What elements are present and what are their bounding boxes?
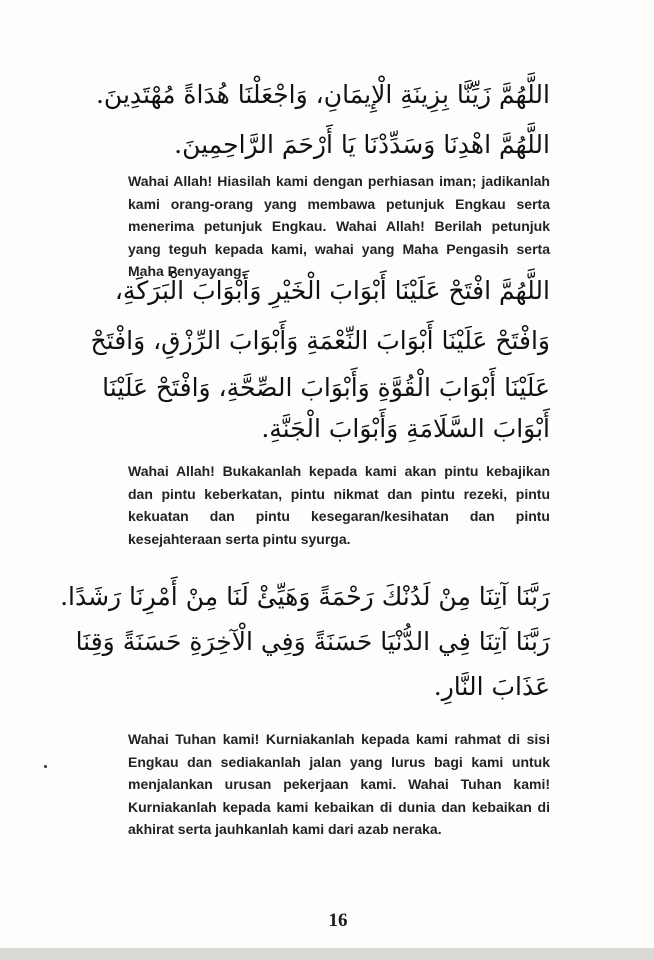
arabic-prayer-line: وَافْتَحْ عَلَيْنَا أَبْوَابَ النِّعْمَةِ وَأَبْوَابَ الرِّزْقِ، وَافْتَحْ bbox=[90, 326, 550, 355]
ink-speck bbox=[44, 765, 47, 768]
arabic-prayer-line: عَلَيْنَا أَبْوَابَ الْقُوَّةِ وَأَبْوَابَ الصِّحَّةِ، وَافْتَحْ عَلَيْنَا bbox=[102, 373, 550, 402]
page-number: 16 bbox=[328, 910, 348, 931]
translation-paragraph: Wahai Allah! Hiasilah kami dengan perhiasan iman; jadikanlah kami orang-orang yang membawa petunjuk Engkau serta menerima petunjuk Engkau. Wahai Allah! Berilah petunjuk yang teguh kepada kami, wahai yang Maha Pengasih serta Maha Penyayang. bbox=[128, 173, 550, 279]
arabic-prayer-line: رَبَّنَا آتِنَا فِي الدُّنْيَا حَسَنَةً وَفِي الْآخِرَةِ حَسَنَةً وَقِنَا bbox=[75, 627, 550, 656]
arabic-prayer-line: أَبْوَابَ السَّلَامَةِ وَأَبْوَابَ الْجَنَّةِ. bbox=[261, 414, 550, 443]
arabic-prayer-line: اللَّهُمَّ زَيِّنَّا بِزِينَةِ الْإِيمَانِ، وَاجْعَلْنَا هُدَاةً مُهْتَدِينَ. bbox=[95, 80, 550, 109]
arabic-prayer-line: اللَّهُمَّ افْتَحْ عَلَيْنَا أَبْوَابَ الْخَيْرِ وَأَبْوَابَ الْبَرَكَةِ، bbox=[114, 276, 550, 305]
translation-paragraph: Wahai Tuhan kami! Kurniakanlah kepada kami rahmat di sisi Engkau dan sediakanlah jalan yang lurus bagi kami untuk menjalankan urusan pekerjaan kami. Wahai Tuhan kami! Kurniakanlah kepada kami kebaikan di dunia dan kebaikan di akhirat serta jauhkanlah kami dari azab neraka. bbox=[128, 731, 550, 837]
translation-paragraph: Wahai Allah! Bukakanlah kepada kami akan pintu kebajikan dan pintu keberkatan, pintu nikmat dan pintu rezeki, pintu kekuatan dan pintu kesegaran/kesihatan dan pintu kesejahteraan serta pintu syurga. bbox=[128, 463, 550, 547]
arabic-prayer-line: اللَّهُمَّ اهْدِنَا وَسَدِّدْنَا يَا أَرْحَمَ الرَّاحِمِينَ. bbox=[174, 130, 550, 159]
arabic-prayer-line: عَذَابَ النَّارِ. bbox=[433, 672, 550, 701]
arabic-prayer-line: رَبَّنَا آتِنَا مِنْ لَدُنْكَ رَحْمَةً وَهَيِّئْ لَنَا مِنْ أَمْرِنَا رَشَدًا. bbox=[60, 582, 550, 611]
page-edge bbox=[0, 948, 654, 960]
